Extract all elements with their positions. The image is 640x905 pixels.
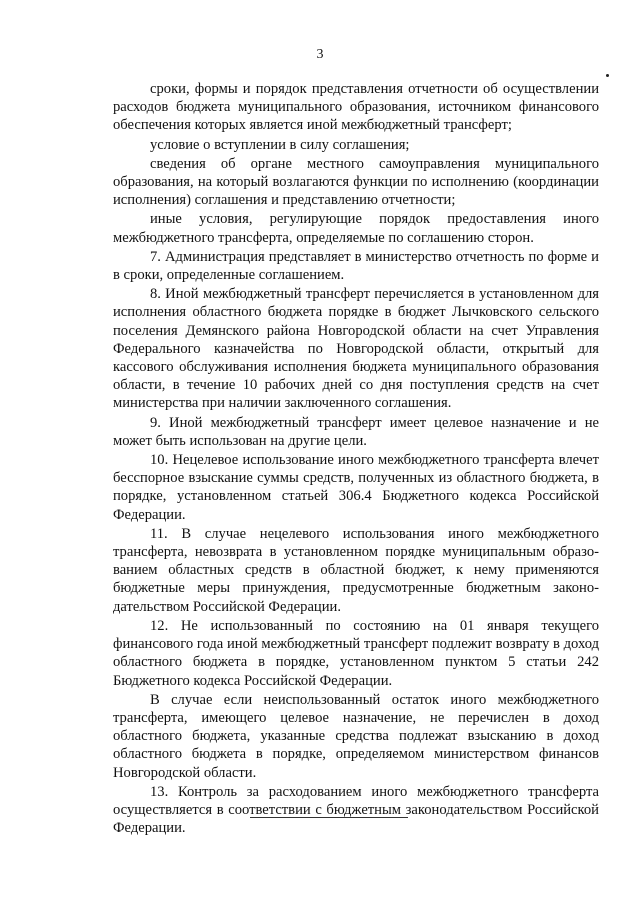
document-body [113, 80, 599, 837]
paragraph-unused-balance: В случае если неиспользованный остаток иного межбюджетного трансферта, имеющего целевое назначение, не перечислен в доход областного бюджета, указанные средства подлежат взысканию в доход областного бюджета в порядке, определяемом министерством финансов Новгородской области. [113, 691, 599, 781]
paragraph-clause-8: 8. Иной межбюджетный трансферт перечисляется в установленном для исполнения областного бюджета порядке в бюджет Лычковского сельского поселения Демянского района Новгородской области на счет Управления Федерального казначейства по Новгородской области, открытый для кассового обслуживания исполнения бюджета муниципального образования области, в течение 10 рабочих дней со дня поступления средств на счет министерства при наличии заключенного соглашения. [113, 286, 599, 412]
end-divider-line [250, 817, 408, 818]
paragraph-clause-13: 13. Контроль за расходованием иного межбюджетного трансферта осуществляется в соответствии с бюджетным законодательством Российской Федерации. [113, 783, 599, 837]
paragraph-local-authority-info: сведения об органе местного самоуправления муниципального образования, на который возлагаются функции по исполнению (координации исполнения) соглашения и представлению отчетности; [113, 155, 599, 209]
paragraph-clause-9: 9. Иной межбюджетный трансферт имеет целевое назначение и не может быть использован на другие цели. [113, 414, 599, 449]
paragraph-entry-into-force: условие о вступлении в силу соглашения; [150, 136, 410, 153]
paragraph-other-conditions: иные условия, регулирующие порядок предоставления иного межбюджетного трансферта, определяемые по соглашению сторон. [113, 211, 599, 246]
paragraph-reporting-terms: сроки, формы и порядок представления отчетности об осуществлении расходов бюджета муниципального образования, источником финансового обеспечения которых является иной межбюджетный трансферт; [113, 81, 599, 134]
paragraph-clause-10: 10. Нецелевое использование иного межбюджетного трансферта влечет бесспорное взыскание суммы средств, полученных из областного бюджета, в порядке, установленном статьей 306.4 Бюджетного кодекса Российской Федерации. [113, 452, 599, 523]
page-number: 3 [316, 47, 324, 62]
scan-speck [606, 74, 609, 77]
paragraph-clause-12: 12. Не использованный по состоянию на 01 января текущего финансового года иной межбюджетный трансферт подлежит возврату в доход областного бюджета в порядке, установленном пунктом 5 статьи 242 Бюджетного кодекса Российской Федерации. [113, 617, 599, 689]
paragraph-clause-7: 7. Администрация представляет в министерство отчетность по форме и в сроки, определенные соглашением. [113, 248, 599, 284]
paragraph-clause-11: 11. В случае нецелевого использования иного межбюджетного трансферта, невозврата в установленном порядке муниципальным образованием областных средств в областной бюджет, к нему применяются бюджетные меры принуждения, предусмотренные бюджетным законодательством Российской Федерации. [113, 525, 599, 615]
